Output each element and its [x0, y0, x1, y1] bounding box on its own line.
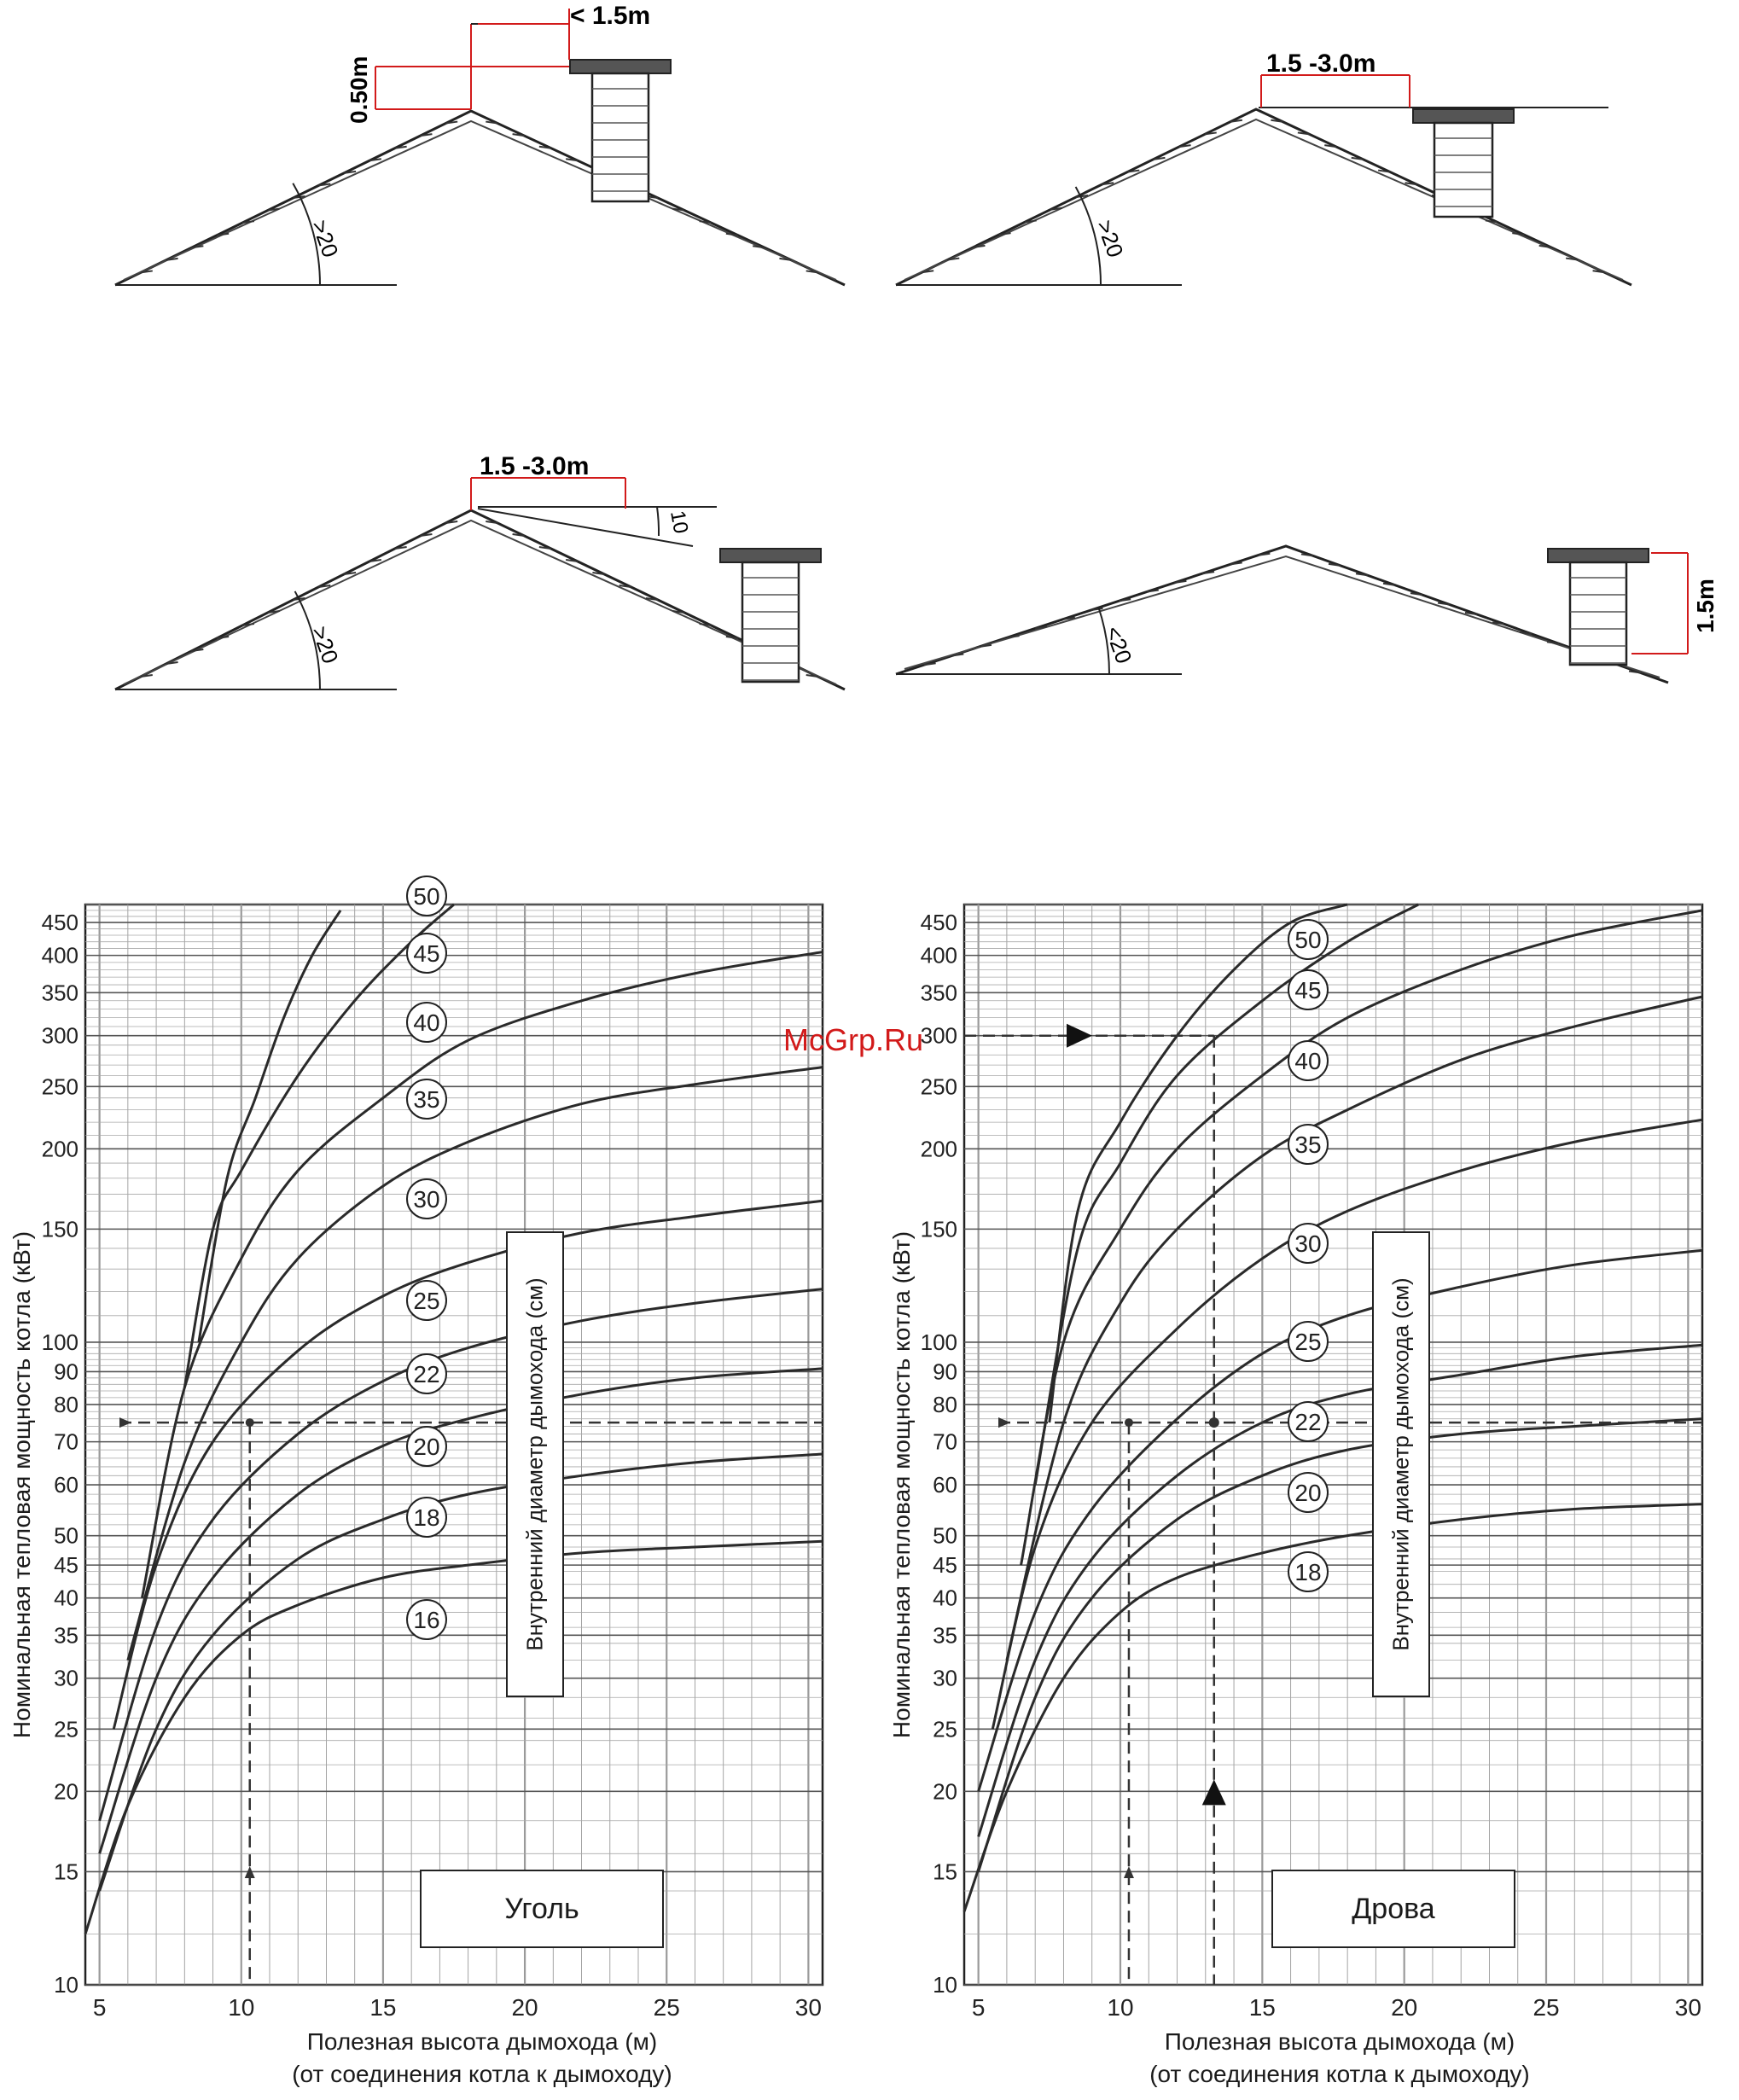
x-tick-label: 15	[369, 1994, 397, 2021]
y-tick-label: 90	[54, 1358, 79, 1385]
x-tick-label: 30	[794, 1994, 822, 2021]
y-tick-label: 70	[933, 1428, 957, 1455]
diameter-label: 18	[1294, 1559, 1322, 1585]
y-tick-label: 450	[920, 910, 957, 936]
diameter-label: 16	[413, 1607, 440, 1633]
x-axis-label-left	[98, 2026, 866, 2091]
diameter-label: 35	[1294, 1131, 1322, 1158]
diameter-label: 50	[413, 883, 440, 910]
y-tick-label: 30	[933, 1665, 957, 1691]
angle-label: >20	[1091, 216, 1129, 261]
diameter-legend-text: Внутренний диаметр дымохода (см)	[521, 1277, 548, 1651]
diameter-label: 22	[1294, 1409, 1322, 1435]
y-tick-label: 80	[54, 1391, 79, 1417]
y-tick-label: 80	[933, 1391, 957, 1417]
y-tick-label: 200	[41, 1136, 79, 1162]
diameter-label: 25	[413, 1288, 440, 1314]
y-tick-label: 400	[920, 942, 957, 969]
dimension-label: 0.50m	[346, 55, 372, 124]
diameter-label: 50	[1294, 927, 1322, 953]
chart-coal	[42, 876, 823, 2021]
y-tick-label: 20	[54, 1778, 79, 1805]
y-tick-label: 15	[933, 1859, 957, 1885]
y-tick-label: 60	[933, 1472, 957, 1498]
angle-label: >20	[306, 622, 344, 667]
fuel-label-coal: Уголь	[420, 1870, 664, 1948]
y-tick-label: 35	[54, 1622, 79, 1649]
y-tick-label: 300	[41, 1022, 79, 1049]
y-tick-label: 60	[54, 1472, 79, 1498]
y-tick-label: 40	[933, 1585, 957, 1611]
diameter-label: 45	[413, 940, 440, 967]
x-axis-note: (от соединения котла к дымоходу)	[1149, 2061, 1530, 2087]
y-tick-label: 150	[920, 1216, 957, 1242]
x-tick-label: 25	[653, 1994, 680, 2021]
y-axis-label-right: Номинальная тепловая мощность котла (кВт)	[888, 1230, 915, 1739]
x-tick-label: 20	[511, 1994, 538, 2021]
x-axis-note: (от соединения котла к дымоходу)	[292, 2061, 672, 2087]
diameter-label: 35	[413, 1086, 440, 1113]
chart-wood	[921, 905, 1702, 2021]
y-tick-label: 400	[41, 942, 79, 969]
diameter-legend-left	[506, 1231, 564, 1697]
diameter-label: 20	[1294, 1480, 1322, 1506]
x-tick-label: 10	[1107, 1994, 1134, 2021]
plot-area	[964, 905, 1702, 1985]
y-tick-label: 40	[54, 1585, 79, 1611]
y-tick-label: 250	[920, 1073, 957, 1100]
y-tick-label: 350	[41, 980, 79, 1006]
diameter-label: 25	[1294, 1329, 1322, 1355]
y-tick-label: 70	[54, 1428, 79, 1455]
angle-label: <20	[1100, 622, 1137, 667]
y-tick-label: 15	[54, 1859, 79, 1885]
x-tick-label: 10	[228, 1994, 255, 2021]
dimension-label: 1.5 -3.0m	[1266, 49, 1376, 78]
dimension-label: 1.5 -3.0m	[480, 452, 590, 480]
y-tick-label: 25	[54, 1716, 79, 1742]
x-tick-label: 5	[971, 1994, 986, 2021]
y-tick-label: 150	[41, 1216, 79, 1242]
x-axis-title: Полезная высота дымохода (м)	[306, 2028, 658, 2055]
diameter-label: 18	[413, 1504, 440, 1531]
fuel-label-wood: Дрова	[1271, 1870, 1515, 1948]
y-tick-label: 45	[54, 1552, 79, 1579]
angle-label: >20	[306, 216, 344, 261]
x-tick-label: 25	[1533, 1994, 1560, 2021]
x-axis-title: Полезная высота дымохода (м)	[1164, 2028, 1515, 2055]
y-tick-label: 25	[933, 1716, 957, 1742]
reference-point	[1209, 1417, 1219, 1428]
diameter-legend-text: Внутренний диаметр дымохода (см)	[1387, 1277, 1414, 1651]
dimension-label: 1.5m	[1692, 579, 1719, 633]
y-tick-label: 30	[54, 1665, 79, 1691]
y-axis-label-left: Номинальная тепловая мощность котла (кВт)	[9, 1230, 35, 1739]
y-tick-label: 350	[920, 980, 957, 1006]
y-tick-label: 50	[54, 1522, 79, 1549]
y-tick-label: 250	[41, 1073, 79, 1100]
plot-area	[85, 905, 823, 1985]
diameter-label: 22	[413, 1361, 440, 1387]
reference-point	[246, 1418, 254, 1427]
x-tick-label: 20	[1391, 1994, 1418, 2021]
y-tick-label: 100	[920, 1329, 957, 1355]
y-tick-label: 300	[920, 1022, 957, 1049]
y-tick-label: 90	[933, 1358, 957, 1385]
reference-point	[1125, 1418, 1133, 1427]
diameter-label: 20	[413, 1434, 440, 1460]
angle-value: 10	[666, 509, 693, 536]
y-tick-label: 200	[920, 1136, 957, 1162]
y-tick-label: 100	[41, 1329, 79, 1355]
diameter-label: 40	[1294, 1048, 1322, 1074]
x-axis-label-right	[956, 2026, 1724, 2091]
x-tick-label: 30	[1674, 1994, 1701, 2021]
diameter-label: 30	[1294, 1230, 1322, 1257]
diameter-label: 40	[413, 1009, 440, 1036]
x-tick-label: 5	[92, 1994, 107, 2021]
dimension-label: < 1.5m	[570, 2, 651, 30]
y-tick-label: 50	[933, 1522, 957, 1549]
watermark: McGrp.Ru	[783, 1022, 924, 1057]
y-tick-label: 450	[41, 910, 79, 936]
y-tick-label: 10	[933, 1972, 957, 1998]
y-tick-label: 35	[933, 1622, 957, 1649]
diameter-legend-right	[1372, 1231, 1430, 1697]
y-tick-label: 10	[54, 1972, 79, 1998]
diameter-label: 30	[413, 1186, 440, 1213]
y-tick-label: 45	[933, 1552, 957, 1579]
diameter-label: 45	[1294, 977, 1322, 1003]
y-tick-label: 20	[933, 1778, 957, 1805]
x-tick-label: 15	[1248, 1994, 1276, 2021]
